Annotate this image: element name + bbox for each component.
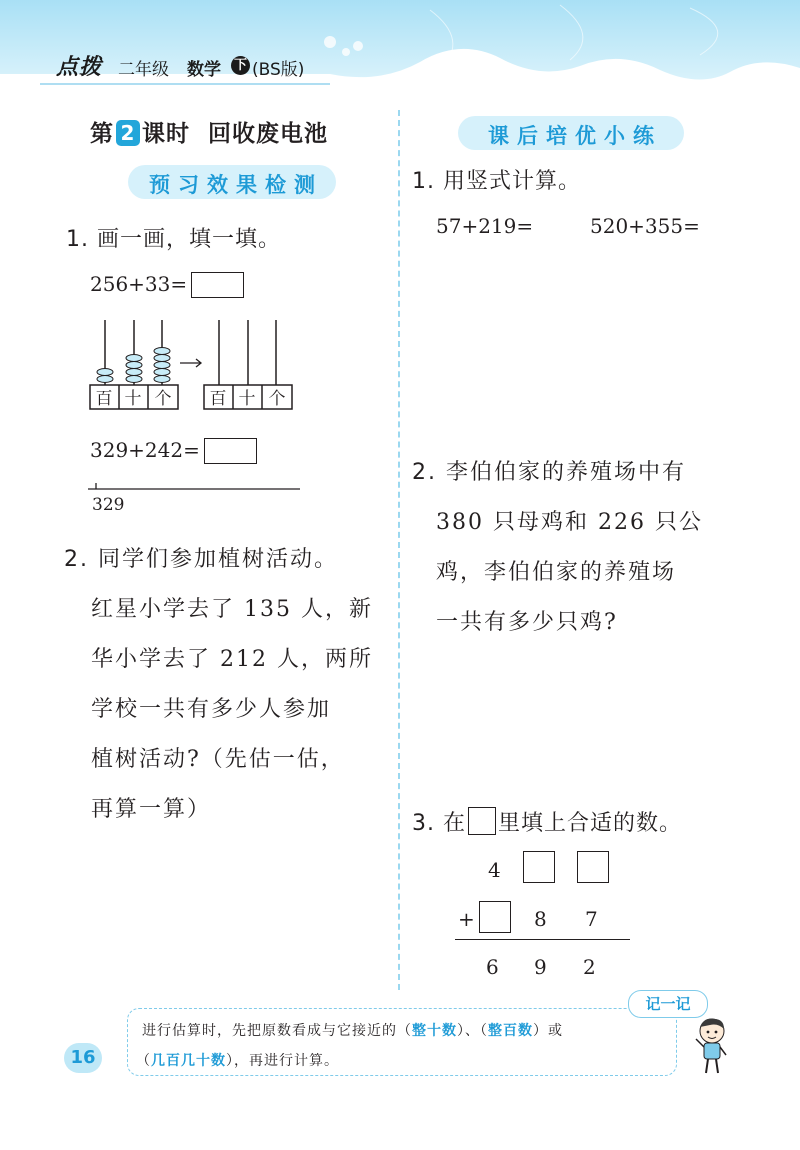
- memo-fill-2: 整百数: [488, 1023, 533, 1039]
- memo-fill-1: 整十数: [412, 1023, 457, 1039]
- lesson-title: [90, 115, 328, 148]
- bead: [126, 355, 142, 362]
- right-q3-label-pre: 3. 在: [412, 811, 466, 836]
- memo-fill-3: 几百几十数: [151, 1053, 226, 1069]
- lesson-suffix: 课时: [142, 121, 190, 147]
- left-q2-line: 学校一共有多少人参加: [91, 697, 332, 722]
- left-q1-label: 1. 画一画，填一填。: [66, 227, 281, 252]
- bead: [154, 355, 170, 362]
- abacus-before-label: 十: [124, 389, 142, 409]
- left-q2-line: 红星小学去了 135 人，新: [91, 597, 373, 622]
- brand-logo: 点拨: [56, 54, 103, 80]
- memo-line-2: （几百几十数），再进行计算。: [136, 1053, 339, 1069]
- digit: 6: [486, 955, 499, 979]
- digit-box[interactable]: [479, 901, 511, 933]
- plus-sign: +: [458, 907, 475, 931]
- abacus-before-label: 个: [154, 389, 172, 409]
- digit: 4: [488, 858, 501, 882]
- page-number: 16: [64, 1043, 102, 1073]
- digit: 7: [585, 907, 598, 931]
- digit: 2: [583, 955, 596, 979]
- right-q1-eq-b: 520+355=: [590, 214, 700, 238]
- right-q1-label: 1. 用竖式计算。: [412, 169, 581, 194]
- digit: 8: [534, 907, 547, 931]
- answer-box-eq1[interactable]: [191, 272, 244, 298]
- memo-line-1: 进行估算时，先把原数看成与它接近的（整十数）、（整百数）或: [142, 1023, 563, 1039]
- abacus-after-label: 十: [238, 389, 256, 409]
- right-q2-line: 380 只母鸡和 226 只公: [436, 510, 703, 535]
- memo-tag: 记一记: [628, 990, 708, 1018]
- right-q2-line: 鸡，李伯伯家的养殖场: [436, 560, 677, 585]
- lesson-prefix: 第: [90, 121, 114, 147]
- arrow-right-icon: [180, 359, 201, 367]
- inline-box-icon: [468, 807, 496, 835]
- grade-label: 二年级: [118, 60, 169, 80]
- right-q2: [412, 448, 752, 648]
- preview-section-title: 预习效果检测: [149, 173, 323, 197]
- bead: [97, 369, 113, 376]
- volume-badge: 下: [231, 56, 250, 75]
- edition-label: (BS版): [252, 60, 305, 80]
- bead: [126, 369, 142, 376]
- mascot-boy-icon: [690, 1015, 736, 1077]
- abacus-after-label: 个: [268, 389, 286, 409]
- column-divider: [398, 110, 400, 990]
- subject-label: 数学: [187, 60, 221, 80]
- left-q2-line: 植树活动?（先估一估，: [91, 747, 345, 772]
- bead: [97, 376, 113, 383]
- bead: [154, 348, 170, 355]
- left-q2: [64, 535, 394, 835]
- lesson-name: 回收废电池: [208, 121, 329, 147]
- number-line-start-label: 329: [92, 495, 125, 515]
- right-q2-line: 一共有多少只鸡?: [436, 610, 618, 635]
- bead: [154, 362, 170, 369]
- digit-box[interactable]: [577, 851, 609, 883]
- right-q1-eq-a: 57+219=: [436, 214, 534, 238]
- right-q3-label-post: 里填上合适的数。: [497, 811, 682, 836]
- bead: [126, 362, 142, 369]
- left-q2-line: 2. 同学们参加植树活动。: [64, 547, 338, 572]
- bead: [154, 376, 170, 383]
- practice-section-title: 课后培优小练: [488, 124, 662, 148]
- number-line[interactable]: [88, 480, 303, 492]
- abacus-diagram: [88, 315, 298, 415]
- answer-box-eq2[interactable]: [204, 438, 257, 464]
- left-q1-eq1: 256+33=: [90, 272, 188, 296]
- lesson-number-badge: 2: [116, 120, 140, 146]
- sum-line: [455, 939, 630, 940]
- bead: [154, 369, 170, 376]
- left-q2-line: 再算一算）: [91, 797, 212, 822]
- abacus-after-label: 百: [209, 389, 227, 409]
- digit-box[interactable]: [523, 851, 555, 883]
- right-q2-line: 2. 李伯伯家的养殖场中有: [412, 460, 686, 485]
- right-q3-label: [412, 806, 682, 837]
- abacus-before-label: 百: [95, 389, 113, 409]
- digit: 9: [534, 955, 547, 979]
- left-q1-eq2: 329+242=: [90, 438, 200, 462]
- left-q2-line: 华小学去了 212 人，两所: [91, 647, 373, 672]
- bead: [126, 376, 142, 383]
